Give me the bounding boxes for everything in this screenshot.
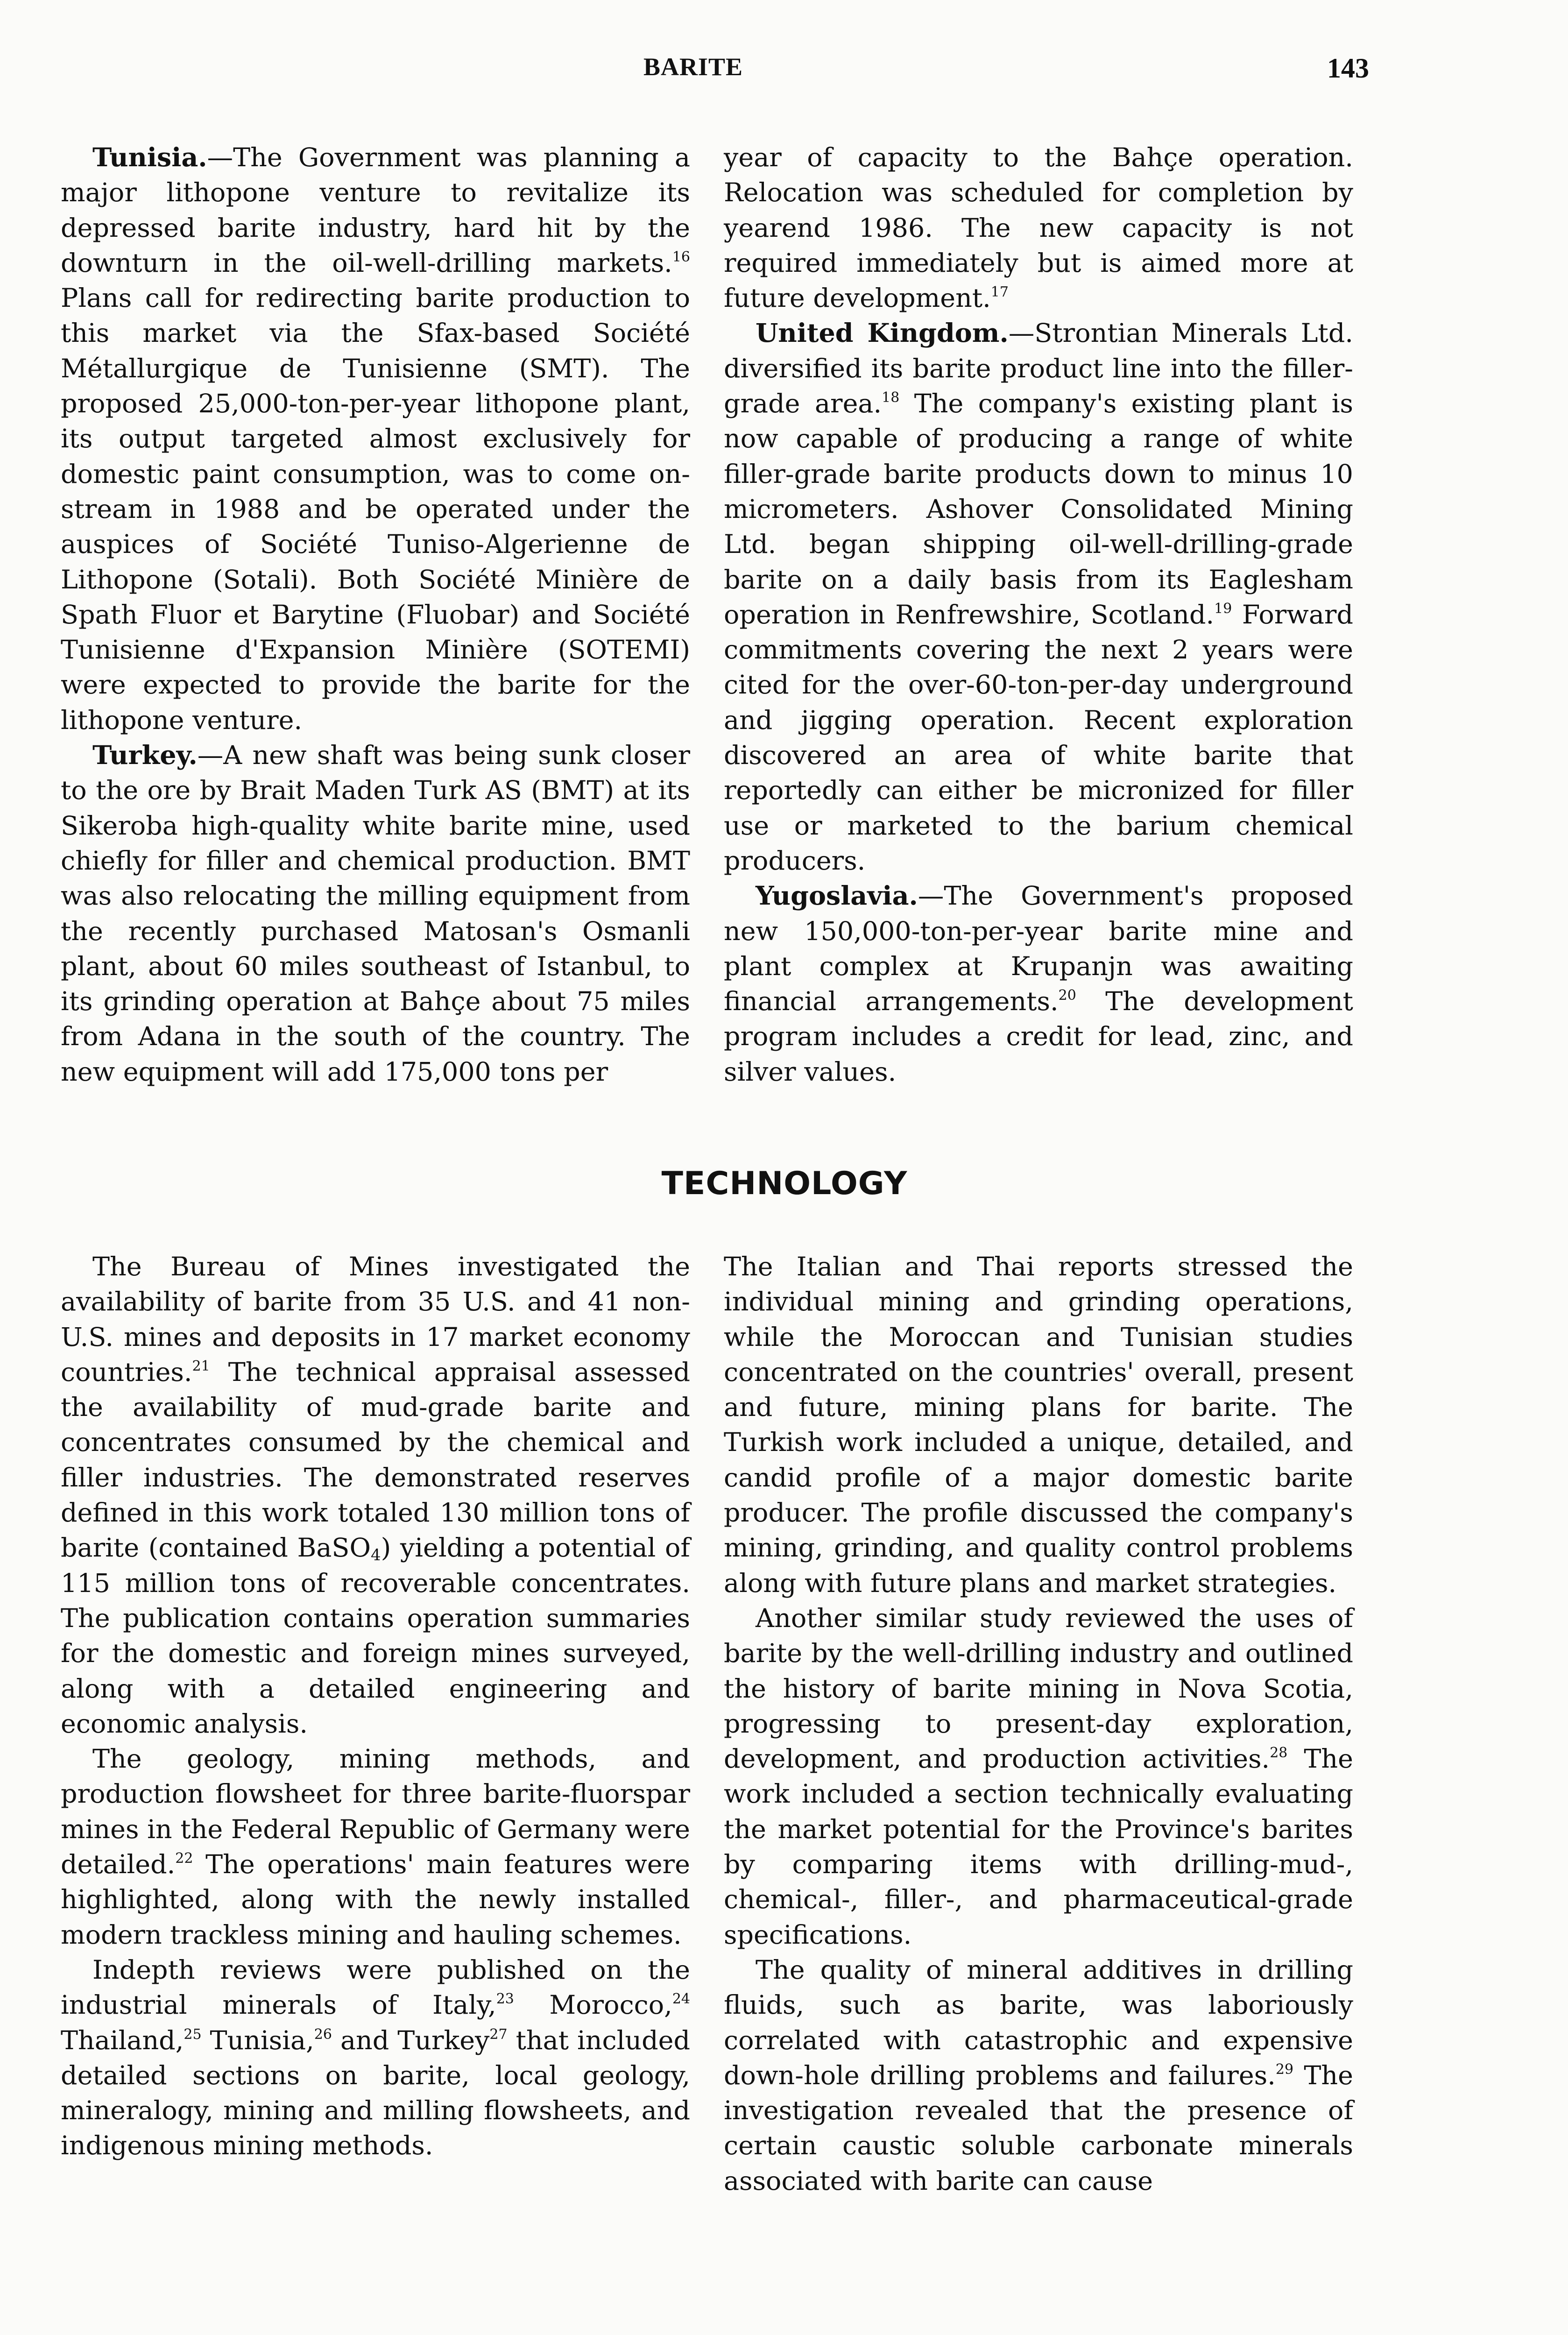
paragraph-text: The company's existing plant is now capable of producing a range of white filler-grade barite products down to minus 10 micrometers. Ashover Consolidated Mining Ltd. began shipping oil-well-drilling-grade barite on a daily basis from its Eaglesham operation in Renfrewshire, Scotland. bbox=[724, 389, 1353, 630]
paragraph-nova-scotia-study bbox=[724, 1601, 1353, 1953]
country-reviews-left-column bbox=[61, 140, 690, 1090]
technology-left-column bbox=[61, 1249, 690, 2164]
footnote-ref: 21 bbox=[192, 1358, 210, 1374]
paragraph-tunisia bbox=[61, 140, 690, 738]
paragraph-text: The geology, mining methods, and production flowsheet for three barite-fluorspar mines in the Federal Republic of Germany were detailed. bbox=[61, 1744, 690, 1880]
paragraph-text: The technical appraisal assessed the availability of mud-grade barite and concentrates consumed by the chemical and filler industries. The demonstrated reserves defined in this work totaled 130 million tons of barite (contained BaSO bbox=[61, 1357, 690, 1564]
section-heading-technology: TECHNOLOGY bbox=[661, 1165, 908, 1202]
paragraph-text: The investigation revealed that the presence of certain caustic soluble carbonate minerals associated with barite can cause bbox=[724, 2060, 1353, 2196]
paragraph-turkey bbox=[61, 738, 690, 1090]
paragraph-turkey-continued bbox=[724, 140, 1353, 316]
footnote-ref: 28 bbox=[1270, 1745, 1288, 1762]
paragraph-united-kingdom bbox=[724, 316, 1353, 878]
paragraph-text: Plans call for redirecting barite production to this market via the Sfax-based Société Métallurgique de Tunisienne (SMT). The proposed 25,000-ton-per-year lithopone plant, its output targeted almost exclusively for domestic paint consumption, was to come on-stream in 1988 and be operated under the auspices of Société Tuniso-Algerienne de Lithopone (Sotali). Both Société Minière de Spath Fluor et Barytine (Fluobar) and Société Tunisienne d'Expansion Minière (SOTEMI) were expected to provide the barite for the lithopone venture. bbox=[61, 283, 690, 736]
footnote-ref: 17 bbox=[990, 284, 1009, 301]
paragraph-text: year of capacity to the Bahçe operation. Relocation was scheduled for completion by yearend 1986. The new capacity is not required immediately but is aimed more at future development. bbox=[724, 142, 1353, 314]
footnote-ref: 26 bbox=[314, 2026, 332, 2043]
footnote-ref: 20 bbox=[1058, 987, 1076, 1004]
paragraph-text: Forward commitments covering the next 2 years were cited for the over-60-ton-per-day underground and jigging operation. Recent exploration discovered an area of white barite that reportedly can either be micronized for filler use or marketed to the barium chemical producers. bbox=[724, 599, 1353, 876]
running-header bbox=[62, 52, 1369, 90]
footnote-ref: 22 bbox=[175, 1850, 193, 1867]
paragraph-text: Another similar study reviewed the uses of barite by the well-drilling industry and outlined the history of barite mining in Nova Scotia, progressing to present-day exploration, development, and production activities. bbox=[724, 1603, 1353, 1775]
paragraph-text: Tunisia, bbox=[201, 2025, 314, 2056]
footnote-ref: 27 bbox=[489, 2026, 508, 2043]
footnote-ref: 19 bbox=[1214, 600, 1232, 617]
paragraph-yugoslavia bbox=[724, 878, 1353, 1090]
run-in-heading-turkey: Turkey. bbox=[92, 740, 198, 771]
paragraph-text: The work included a section technically evaluating the market potential for the Province's barites by comparing items with drilling-mud-, chemical-, filler-, and pharmaceutical-grade specifications. bbox=[724, 1744, 1354, 1950]
paragraph-text: that included detailed sections on barite, local geology, mineralogy, mining and milling flowsheets, and indigenous mining methods. bbox=[61, 2025, 690, 2161]
paragraph-germany-mines bbox=[61, 1741, 690, 1953]
run-in-heading-yugoslavia: Yugoslavia. bbox=[756, 881, 918, 912]
paragraph-text: The Bureau of Mines investigated the availability of barite from 35 U.S. and 41 non-U.S. mines and deposits in 17 market economy countries. bbox=[61, 1252, 690, 1387]
footnote-ref: 29 bbox=[1275, 2061, 1294, 2078]
paragraph-bureau-of-mines bbox=[61, 1249, 690, 1741]
footnote-ref: 24 bbox=[672, 1991, 690, 2008]
country-reviews-right-column bbox=[724, 140, 1353, 1090]
run-in-heading-tunisia: Tunisia. bbox=[92, 142, 207, 173]
paragraph-text: The development program includes a credit for lead, zinc, and silver values. bbox=[724, 986, 1353, 1087]
chemical-subscript: 4 bbox=[370, 1546, 381, 1565]
paragraph-text: Thailand, bbox=[61, 2025, 184, 2056]
paragraph-text: —Strontian Minerals Ltd. diversified its barite product line into the filler-grade area. bbox=[724, 318, 1354, 419]
paragraph-italian-thai-reports bbox=[724, 1249, 1353, 1601]
paragraph-text: The quality of mineral additives in drilling fluids, such as barite, was laboriously correlated with catastrophic and expensive down-hole drilling problems and failures. bbox=[724, 1954, 1353, 2091]
technology-right-column bbox=[724, 1249, 1353, 2199]
paragraph-text: —The Government was planning a major lithopone venture to revitalize its depressed barite industry, hard hit by the downturn in the oil-well-drilling markets. bbox=[61, 142, 690, 278]
paragraph-indepth-reviews bbox=[61, 1953, 690, 2164]
paragraph-text: and Turkey bbox=[332, 2025, 490, 2056]
paragraph-text: Morocco, bbox=[514, 1990, 672, 2021]
footnote-ref: 16 bbox=[672, 248, 690, 265]
paragraph-text: —A new shaft was being sunk closer to the ore by Brait Maden Turk AS (BMT) at its Sikeroba high-quality white barite mine, used chiefly for filler and chemical production. BMT was also relocating the milling equipment from the recently purchased Matosan's Osmanli plant, about 60 miles southeast of Istanbul, to its grinding operation at Bahçe about 75 miles from Adana in the south of the country. The new equipment will add 175,000 tons per bbox=[61, 740, 690, 1087]
paragraph-text: ) yielding a potential of 115 million tons of recoverable concentrates. The publication contains operation summaries for the domestic and foreign mines surveyed, along with a detailed engineering and economic analysis. bbox=[61, 1533, 690, 1739]
paragraph-text: Indepth reviews were published on the industrial minerals of Italy, bbox=[61, 1954, 690, 2021]
footnote-ref: 18 bbox=[882, 389, 900, 406]
paragraph-drilling-fluids bbox=[724, 1953, 1353, 2199]
footnote-ref: 23 bbox=[496, 1991, 514, 2008]
footnote-ref: 25 bbox=[184, 2026, 202, 2043]
paragraph-text: —The Government's proposed new 150,000-ton-per-year barite mine and plant complex at Krupanjn was awaiting financial arrangements. bbox=[724, 881, 1353, 1017]
run-in-heading-united-kingdom: United Kingdom. bbox=[756, 318, 1009, 349]
page-number: 143 bbox=[1327, 53, 1369, 84]
running-title: BARITE bbox=[643, 53, 743, 81]
paragraph-text: The operations' main features were highlighted, along with the newly installed modern trackless mining and hauling schemes. bbox=[61, 1849, 690, 1950]
paragraph-text: The Italian and Thai reports stressed the individual mining and grinding operations, while the Moroccan and Tunisian studies concentrated on the countries' overall, present and future, mining plans for barite. The Turkish work included a unique, detailed, and candid profile of a major domestic barite producer. The profile discussed the company's mining, grinding, and quality control problems along with future plans and market strategies. bbox=[724, 1252, 1353, 1599]
